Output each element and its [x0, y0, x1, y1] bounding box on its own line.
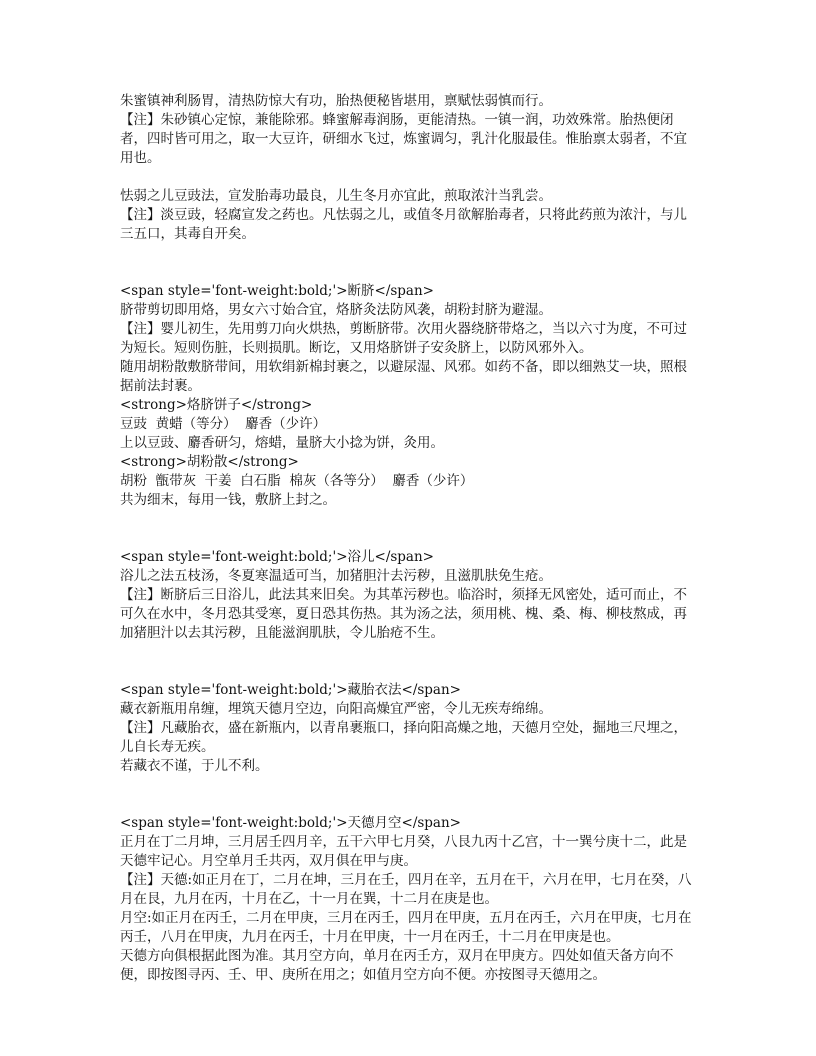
section-verse-zhumi: [120, 92, 698, 168]
section-verse-douchi: [120, 187, 698, 244]
verse-line: 脐带剪切即用烙，男女六寸始合宜，烙脐灸法防风袭，胡粉封脐为避湿。: [120, 302, 552, 318]
verse-line: 正月在丁二月坤，三月居壬四月辛，五干六甲七月癸，八艮九丙十乙宫，十一巽兮庚十二，此是天德牢记心。月空单月壬共丙，双月俱在甲与庚。: [120, 834, 687, 869]
recipe-ingredients: 豆豉 黄蜡（等分） 麝香（少许）: [120, 416, 327, 432]
section-cangtaiyi: [120, 681, 698, 776]
paragraph: 随用胡粉散敷脐带间，用软绢新棉封裹之，以避尿湿、风邪。如药不备，即以细熟艾一块，照根据前法封裹。: [120, 359, 687, 394]
section-yuer: [120, 548, 698, 643]
verse-line: 浴儿之法五枝汤，冬夏寒温适可当，加猪胆汁去污秽，且滋肌肤免生疮。: [120, 568, 552, 584]
verse-line: 朱蜜镇神利肠胃，清热防惊大有功，胎热便秘皆堪用，禀赋怯弱慎而行。: [120, 93, 552, 109]
verse-line: 藏衣新瓶用帛缠，埋筑天德月空边，向阳高燥宜严密，令儿无疾寿绵绵。: [120, 701, 552, 717]
section-duanqi: [120, 282, 698, 510]
document-body: [120, 92, 698, 985]
recipe-title: <strong>烙脐饼子</strong>: [120, 397, 313, 413]
commentary-paragraph: 【注】断脐后三日浴儿，此法其来旧矣。为其革污秽也。临浴时，须择无风密处，适可而止，不可久在水中，冬月恐其受寒，夏日恐其伤热。其为汤之法，须用桃、槐、桑、梅、柳枝熬成，再加猪胆汁以去其污秽，且能滋润肌肤，令儿胎疮不生。: [120, 587, 687, 641]
recipe-directions: 上以豆豉、麝香研匀，熔蜡，量脐大小捻为饼，灸用。: [120, 435, 444, 451]
section-heading: <span style='font-weight:bold;'>浴儿</span>: [120, 549, 434, 565]
section-tiande-yuekong: [120, 814, 698, 985]
recipe-ingredients: 胡粉 甑带灰 干姜 白石脂 棉灰（各等分） 麝香（少许）: [120, 473, 474, 489]
commentary-paragraph: 【注】婴儿初生，先用剪刀向火烘热，剪断脐带。次用火器绕脐带烙之，当以六寸为度，不可过为短长。短则伤脏，长则损肌。断讫，又用烙脐饼子安灸脐上，以防风邪外入。: [120, 321, 687, 356]
commentary-paragraph: 【注】凡藏胎衣，盛在新瓶内，以青帛裹瓶口，择向阳高燥之地，天德月空处，掘地三尺埋之，儿自长寿无疾。: [120, 720, 687, 755]
section-heading: <span style='font-weight:bold;'>天德月空</span>: [120, 815, 461, 831]
paragraph: 若藏衣不谨，于儿不利。: [120, 758, 269, 774]
paragraph: 天德方向俱根据此图为准。其月空方向，单月在丙壬方，双月在甲庚方。四处如值天备方向不便，即按图寻丙、壬、甲、庚所在用之；如值月空方向不便。亦按图寻天德用之。: [120, 948, 674, 983]
recipe-title: <strong>胡粉散</strong>: [120, 454, 299, 470]
paragraph: 月空:如正月在丙壬，二月在甲庚，三月在丙壬，四月在甲庚，五月在丙壬，六月在甲庚，七月在丙壬，八月在甲庚，九月在丙壬，十月在甲庚，十一月在丙壬，十二月在甲庚是也。: [120, 910, 692, 945]
commentary-paragraph: 【注】淡豆豉，轻腐宣发之药也。凡怯弱之儿，或值冬月欲解胎毒者，只将此药煎为浓汁，与儿三五口，其毒自开矣。: [120, 207, 687, 242]
section-heading: <span style='font-weight:bold;'>藏胎衣法</span>: [120, 682, 461, 698]
commentary-paragraph: 【注】天德:如正月在丁，二月在坤，三月在壬，四月在辛，五月在干，六月在甲，七月在癸，八月在艮，九月在丙，十月在乙，十一月在巽，十二月在庚是也。: [120, 872, 692, 907]
commentary-paragraph: 【注】朱砂镇心定惊，兼能除邪。蜂蜜解毒润肠，更能清热。一镇一润，功效殊常。胎热便闭者，四时皆可用之，取一大豆许，研细水飞过，炼蜜调匀，乳汁化服最佳。惟胎禀太弱者，不宜用也。: [120, 112, 687, 166]
recipe-directions: 共为细末，每用一钱，敷脐上封之。: [120, 492, 336, 508]
section-heading: <span style='font-weight:bold;'>断脐</span>: [120, 283, 434, 299]
verse-line: 怯弱之儿豆豉法，宣发胎毒功最良，儿生冬月亦宜此，煎取浓汁当乳尝。: [120, 188, 552, 204]
